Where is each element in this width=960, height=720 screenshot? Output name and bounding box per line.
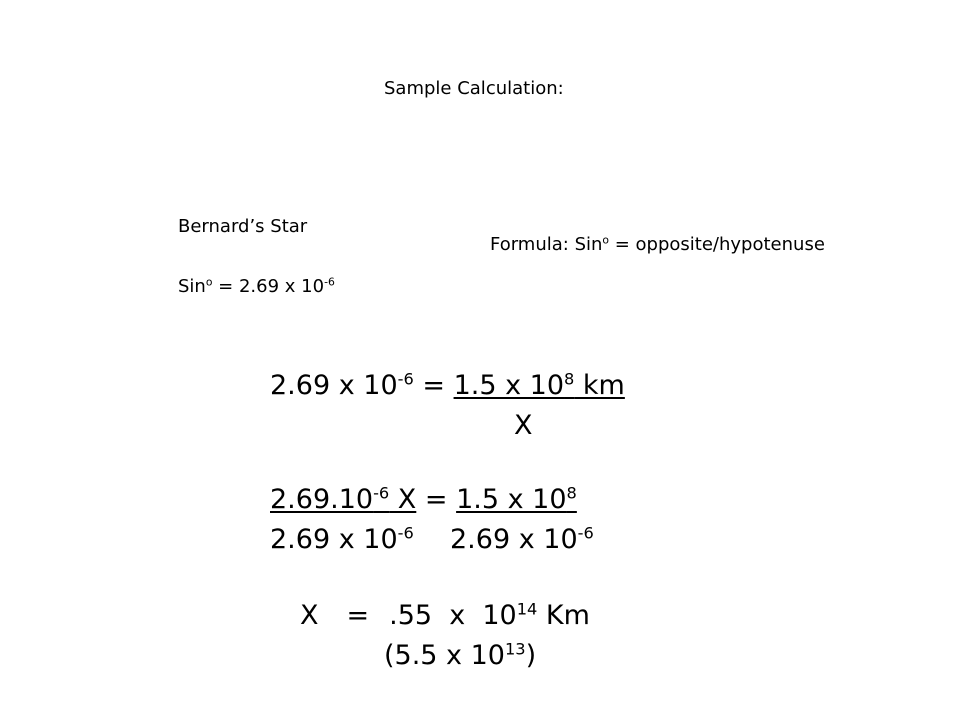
- result-var: X: [300, 600, 319, 631]
- eq4-left-exp: -6: [397, 523, 414, 543]
- equation-line-1: [270, 370, 625, 401]
- eq3-left-base: 2.69.10: [270, 484, 374, 515]
- equation-line-4-right: [450, 524, 594, 555]
- eq3-right-numerator: [456, 484, 577, 515]
- formula-degree: o: [602, 233, 610, 247]
- result-exp: 14: [516, 599, 538, 619]
- eq1-rhs-base: 1.5 x 10: [453, 370, 565, 401]
- degree-symbol: o: [205, 275, 213, 289]
- star-name: Bernard’s Star: [178, 216, 308, 237]
- result-line: [300, 600, 590, 631]
- result-unit: Km: [537, 600, 590, 631]
- result-base: .55 x 10: [389, 600, 517, 631]
- equation-line-2: X: [514, 410, 533, 441]
- eq3-left-var: X: [389, 484, 417, 515]
- eq4-right-base: 2.69 x 10: [450, 524, 578, 555]
- formula-rest: = opposite/hypotenuse: [609, 234, 825, 255]
- eq3-right-exp: 8: [566, 483, 577, 503]
- eq3-equals: =: [416, 484, 457, 515]
- alt-open: (5.5 x 10: [384, 640, 505, 671]
- sine-label: Sin: [178, 276, 206, 297]
- eq1-rhs-exp: 8: [564, 369, 575, 389]
- alt-exp: 13: [504, 639, 526, 659]
- result-equals: =: [346, 600, 370, 631]
- alt-close: ): [525, 640, 537, 671]
- alt-result: [384, 640, 536, 671]
- eq1-lhs-exp: -6: [397, 369, 414, 389]
- sine-rest: = 2.69 x 10: [212, 276, 325, 297]
- eq4-right-exp: -6: [577, 523, 594, 543]
- eq1-lhs: 2.69 x 10: [270, 370, 398, 401]
- formula-prefix: Formula: Sin: [490, 234, 603, 255]
- eq4-left-base: 2.69 x 10: [270, 524, 398, 555]
- eq3-left-numerator: [270, 484, 416, 515]
- eq1-rhs-unit: km: [574, 370, 625, 401]
- eq3-right-base: 1.5 x 10: [456, 484, 567, 515]
- equation-line-3: [270, 484, 577, 515]
- formula: [490, 234, 825, 255]
- page-title: Sample Calculation:: [384, 78, 564, 99]
- eq1-equals: =: [413, 370, 454, 401]
- equation-line-4-left: [270, 524, 414, 555]
- eq1-rhs-numerator: [454, 370, 625, 401]
- sine-exponent: -6: [324, 275, 335, 289]
- sine-value: [178, 276, 335, 297]
- eq3-left-exp: -6: [373, 483, 390, 503]
